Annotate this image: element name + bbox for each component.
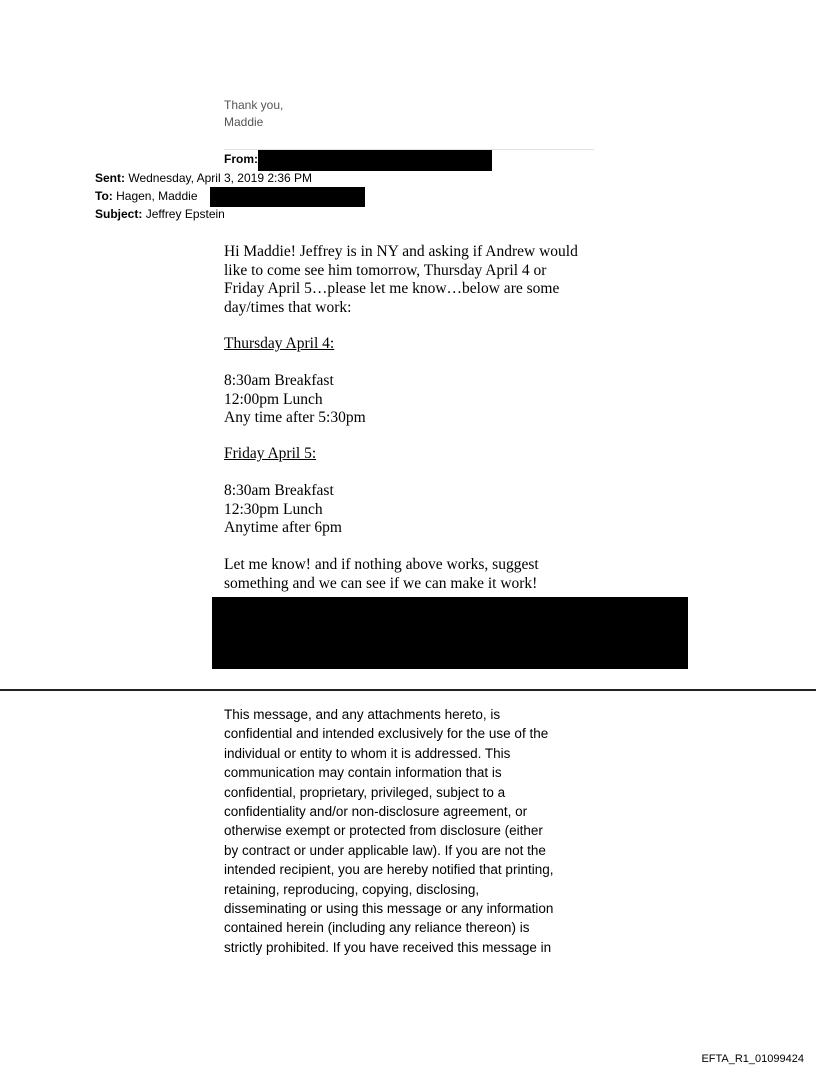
intro-line: Friday April 5…please let me know…below are some [224, 280, 560, 297]
time-slot: 12:30pm Lunch [224, 500, 323, 518]
day1-heading: Thursday April 4: [224, 335, 335, 352]
disclaimer-line: confidential, proprietary, privileged, subject to a [224, 784, 506, 800]
disclaimer-line: disseminating or using this message or any information [224, 901, 554, 917]
disclaimer [224, 705, 604, 957]
disclaimer-line: communication may contain information that is [224, 765, 502, 781]
disclaimer-line: intended recipient, you are hereby notified that printing, [224, 862, 554, 878]
disclaimer-line: contained herein (including any reliance thereon) is [224, 920, 530, 936]
time-slot: Any time after 5:30pm [224, 409, 366, 426]
intro-line: day/times that work: [224, 298, 352, 316]
redaction-signature-block [212, 597, 688, 669]
intro-line: like to come see him tomorrow, Thursday April 4 or [224, 261, 547, 279]
disclaimer-line: strictly prohibited. If you have received this message in [224, 939, 552, 955]
section-divider [0, 689, 816, 691]
redaction-to [210, 187, 365, 207]
disclaimer-line: retaining, reproducing, copying, disclosing, [224, 881, 480, 897]
time-slot: Anytime after 6pm [224, 519, 342, 536]
header-from [224, 151, 258, 168]
message-intro [224, 243, 578, 317]
day2-heading: Friday April 5: [224, 445, 317, 462]
to-label: To: [95, 189, 113, 203]
time-slot: 8:30am Breakfast [224, 372, 334, 389]
header-subject [95, 206, 225, 223]
signoff-name: Maddie [224, 115, 264, 129]
closing-line: Let me know! and if nothing above works, suggest [224, 556, 539, 573]
sent-value: Wednesday, April 3, 2019 2:36 PM [128, 171, 313, 185]
disclaimer-line: confidentiality and/or non-disclosure agreement, or [224, 804, 528, 820]
signoff [224, 97, 283, 131]
disclaimer-line: individual or entity to whom it is addressed. This [224, 745, 511, 761]
disclaimer-line: This message, and any attachments hereto, is [224, 707, 501, 722]
day2-slots [224, 482, 342, 538]
document-id: EFTA_R1_01099424 [701, 1053, 804, 1065]
closing-line: something and we can see if we can make it work! [224, 574, 538, 592]
time-slot: 12:00pm Lunch [224, 390, 323, 408]
disclaimer-line: confidential and intended exclusively for the use of the [224, 726, 549, 742]
to-value: Hagen, Maddie [116, 189, 198, 203]
from-label: From: [224, 152, 258, 166]
header-to [95, 188, 198, 205]
signoff-thanks: Thank you, [224, 98, 284, 112]
sent-label: Sent: [95, 171, 125, 185]
subject-value: Jeffrey Epstein [145, 207, 225, 221]
message-closing [224, 556, 539, 593]
redaction-from [258, 150, 492, 171]
time-slot: 8:30am Breakfast [224, 482, 334, 499]
disclaimer-line: by contract or under applicable law). If you are not the [224, 842, 546, 858]
day1-slots [224, 372, 366, 428]
intro-line: Hi Maddie! Jeffrey is in NY and asking if Andrew would [224, 243, 578, 260]
disclaimer-line: otherwise exempt or protected from disclosure (either [224, 823, 543, 839]
header-sent [95, 170, 312, 187]
subject-label: Subject: [95, 207, 143, 221]
